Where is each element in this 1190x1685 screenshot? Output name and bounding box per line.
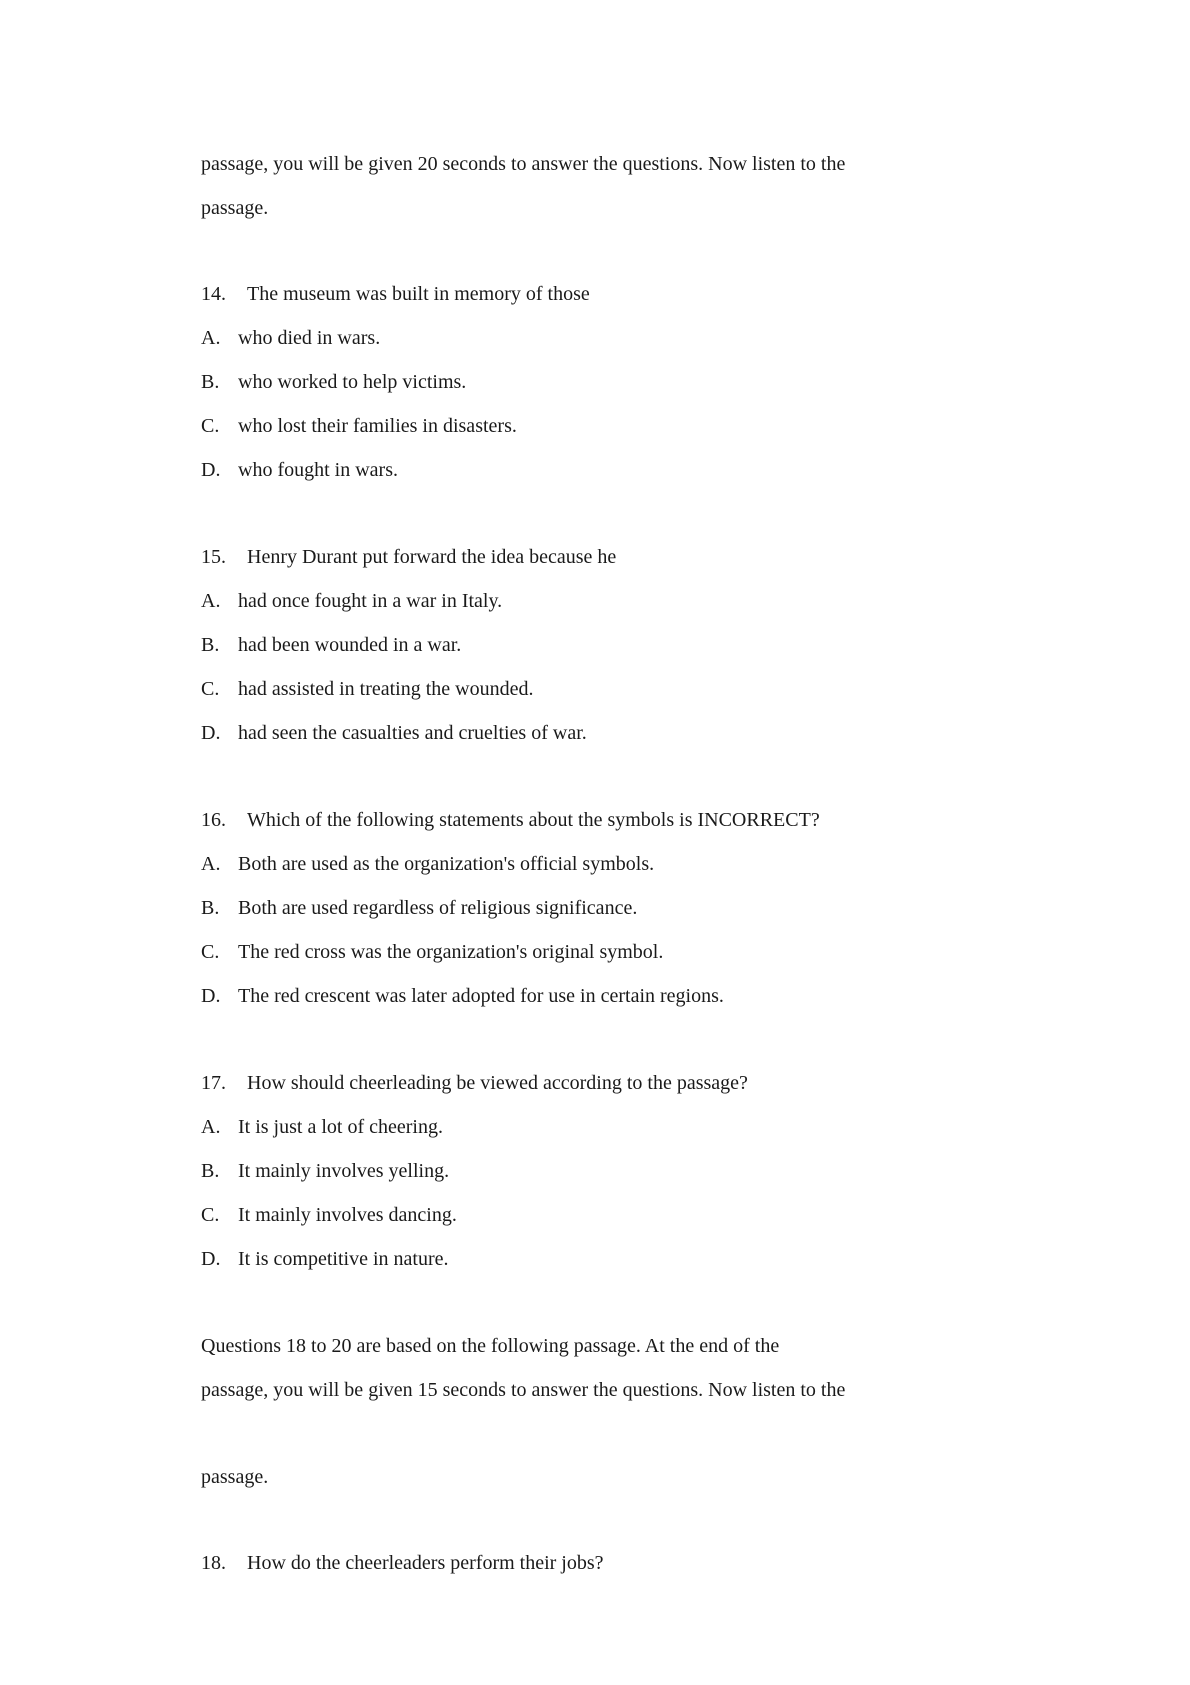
question-14-option-c [201, 414, 517, 438]
option-text: It is competitive in nature. [238, 1248, 449, 1270]
option-letter: D. [201, 459, 221, 481]
intro-18-20-line-2: passage, you will be given 15 seconds to answer the questions. Now listen to the [201, 1379, 846, 1401]
option-letter: B. [201, 897, 220, 919]
question-16-option-c [201, 940, 663, 964]
option-text: It mainly involves dancing. [238, 1204, 457, 1226]
question-text: How should cheerleading be viewed according to the passage? [247, 1072, 748, 1094]
question-14-option-a [201, 326, 380, 350]
question-15-option-c [201, 677, 534, 701]
option-letter: D. [201, 722, 221, 744]
question-18-stem [201, 1551, 604, 1575]
question-15-option-b [201, 633, 461, 657]
question-text: The museum was built in memory of those [247, 283, 590, 305]
question-14-option-d [201, 458, 398, 482]
intro-top-line-2: passage. [201, 197, 269, 219]
option-text: had once fought in a war in Italy. [238, 590, 503, 612]
option-text: who lost their families in disasters. [238, 415, 517, 437]
intro-18-20-line-3: passage. [201, 1466, 269, 1488]
intro-top-line-1: passage, you will be given 20 seconds to answer the questions. Now listen to the [201, 153, 846, 175]
option-letter: A. [201, 1116, 221, 1138]
question-number: 16. [201, 809, 226, 831]
option-text: The red cross was the organization's original symbol. [238, 941, 664, 963]
option-letter: B. [201, 1160, 220, 1182]
question-16-option-d [201, 984, 724, 1008]
question-number: 15. [201, 546, 226, 568]
option-letter: D. [201, 985, 221, 1007]
option-letter: A. [201, 853, 221, 875]
option-text: had assisted in treating the wounded. [238, 678, 534, 700]
option-text: Both are used as the organization's official symbols. [238, 853, 655, 875]
option-letter: A. [201, 327, 221, 349]
option-text: It mainly involves yelling. [238, 1160, 450, 1182]
option-letter: C. [201, 941, 220, 963]
question-17-option-a [201, 1115, 443, 1139]
option-text: had been wounded in a war. [238, 634, 462, 656]
question-text: Henry Durant put forward the idea because he [247, 546, 617, 568]
option-letter: B. [201, 634, 220, 656]
option-text: had seen the casualties and cruelties of war. [238, 722, 587, 744]
question-15-option-d [201, 721, 587, 745]
option-text: Both are used regardless of religious significance. [238, 897, 638, 919]
option-text: The red crescent was later adopted for use in certain regions. [238, 985, 724, 1007]
question-text: How do the cheerleaders perform their jobs? [247, 1552, 604, 1574]
question-number: 17. [201, 1072, 226, 1094]
question-number: 14. [201, 283, 226, 305]
question-17-stem [201, 1071, 748, 1095]
question-14-stem [201, 282, 590, 306]
question-15-stem [201, 545, 616, 569]
option-letter: C. [201, 1204, 220, 1226]
option-letter: C. [201, 678, 220, 700]
option-text: who worked to help victims. [238, 371, 467, 393]
option-letter: D. [201, 1248, 221, 1270]
question-17-option-d [201, 1247, 449, 1271]
question-16-option-b [201, 896, 637, 920]
question-16-option-a [201, 852, 654, 876]
question-text: Which of the following statements about the symbols is INCORRECT? [247, 809, 820, 831]
option-letter: A. [201, 590, 221, 612]
option-text: who fought in wars. [238, 459, 398, 481]
option-letter: C. [201, 415, 220, 437]
option-text: It is just a lot of cheering. [238, 1116, 443, 1138]
question-number: 18. [201, 1552, 226, 1574]
question-14-option-b [201, 370, 466, 394]
option-letter: B. [201, 371, 220, 393]
intro-18-20-line-1: Questions 18 to 20 are based on the following passage. At the end of the [201, 1335, 780, 1357]
option-text: who died in wars. [238, 327, 381, 349]
question-17-option-c [201, 1203, 457, 1227]
question-17-option-b [201, 1159, 449, 1183]
question-15-option-a [201, 589, 502, 613]
question-16-stem [201, 808, 820, 832]
